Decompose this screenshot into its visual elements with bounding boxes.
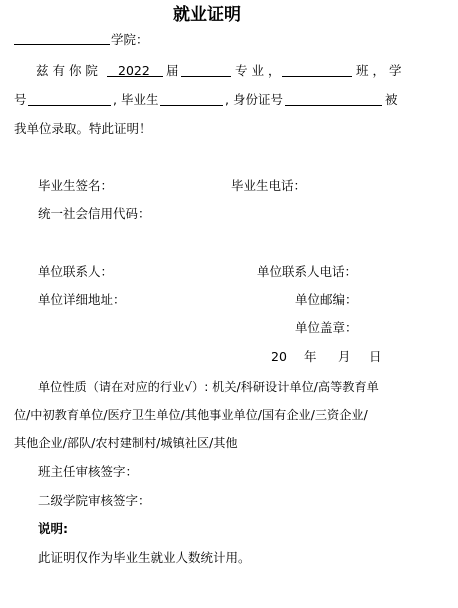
date-year-prefix: 20	[271, 349, 287, 364]
id-card-blank[interactable]	[285, 105, 382, 106]
class-blank[interactable]	[282, 76, 352, 77]
unit-seal-label: 单位盖章：	[295, 320, 358, 335]
unit-nature-line-3: 其他企业/部队/农村建制村/城镇社区/其他	[14, 436, 238, 450]
date-day: 日	[369, 349, 382, 364]
college-blank[interactable]	[14, 44, 110, 45]
unit-contact-phone-label: 单位联系人电话：	[257, 264, 358, 279]
date-month: 月	[338, 349, 351, 364]
id-card-label: , 身份证号	[225, 92, 283, 107]
class-suffix: 班 ， 学	[356, 63, 402, 78]
student-id-prefix: 号	[14, 92, 27, 107]
hired-statement: 我单位录取。特此证明！	[14, 121, 152, 136]
page-title: 就业证明	[173, 5, 241, 25]
grade-suffix: 届	[166, 63, 179, 78]
graduate-label: , 毕业生	[113, 92, 159, 107]
unit-nature-line-1: 单位性质（请在对应的行业√）: 机关/科研设计单位/高等教育单	[38, 380, 379, 394]
by-label: 被	[385, 92, 398, 107]
unit-nature-line-2: 位/中初教育单位/医疗卫生单位/其他事业单位/国有企业/三资企业/	[14, 408, 368, 422]
head-teacher-review-label: 班主任审核签字：	[38, 464, 139, 479]
note-label: 说明:	[38, 521, 68, 536]
graduate-name-blank[interactable]	[160, 105, 223, 106]
unit-contact-label: 单位联系人：	[38, 264, 114, 279]
college-review-label: 二级学院审核签字：	[38, 493, 151, 508]
certify-prefix: 兹 有 你 院	[36, 63, 98, 78]
major-suffix: 专 业 ，	[235, 63, 281, 78]
grade-year: 2022	[118, 63, 150, 78]
major-blank[interactable]	[181, 76, 231, 77]
note-text: 此证明仅作为毕业生就业人数统计用。	[38, 550, 251, 565]
college-suffix: 学院：	[111, 32, 149, 47]
unit-address-label: 单位详细地址：	[38, 292, 126, 307]
credit-code-label: 统一社会信用代码：	[38, 206, 151, 221]
graduate-phone-label: 毕业生电话：	[231, 178, 307, 193]
unit-zip-label: 单位邮编：	[295, 292, 358, 307]
student-id-blank[interactable]	[28, 105, 111, 106]
date-year: 年	[304, 349, 317, 364]
graduate-sign-label: 毕业生签名：	[38, 178, 114, 193]
